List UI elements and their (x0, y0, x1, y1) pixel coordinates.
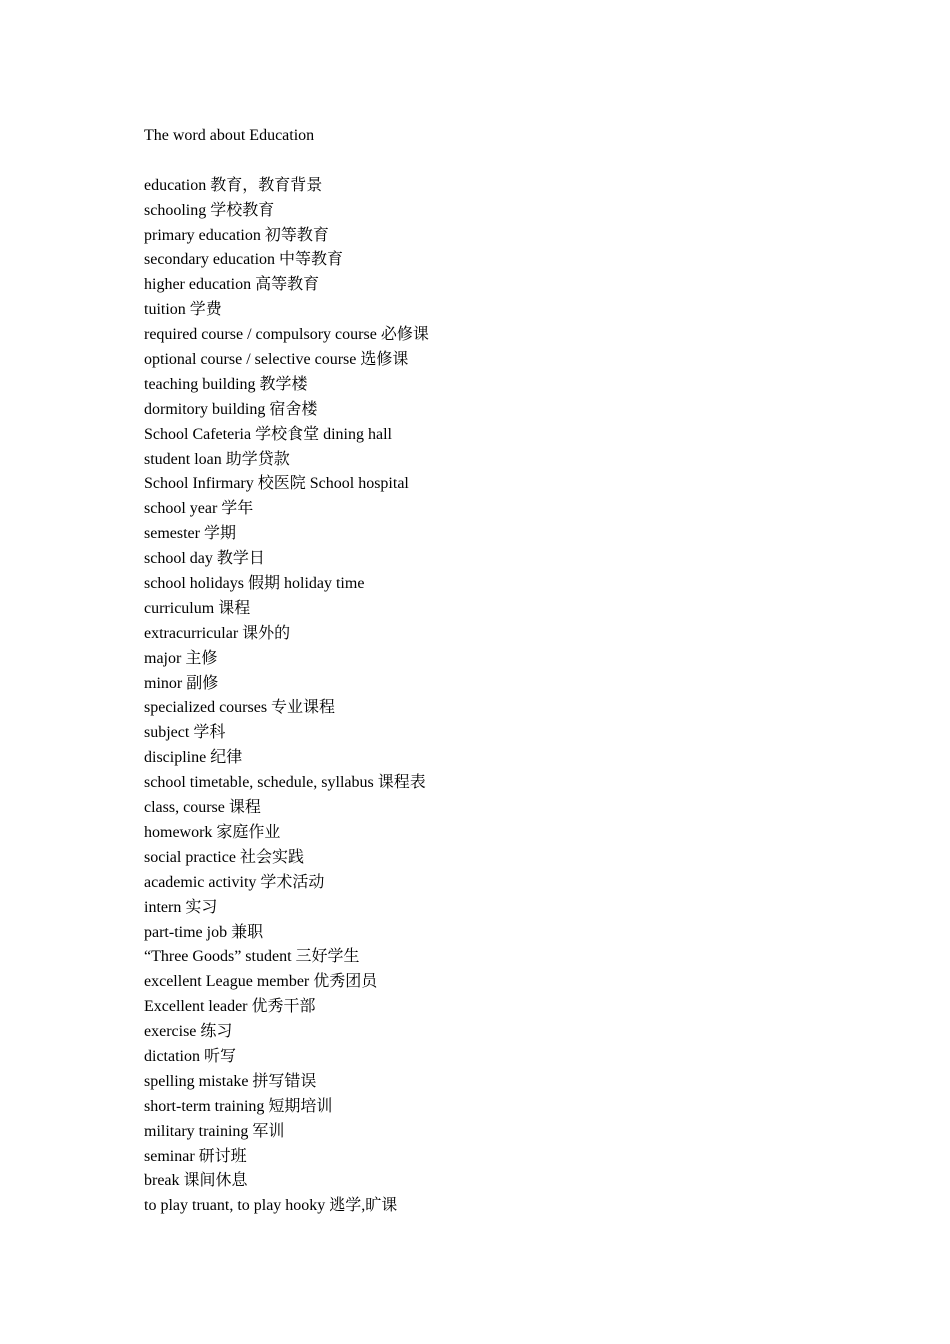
vocabulary-entry: exercise 练习 (144, 1023, 233, 1041)
vocabulary-entry: part-time job 兼职 (144, 923, 264, 941)
vocabulary-entry: school holidays 假期 holiday time (144, 575, 365, 593)
vocabulary-entry: military training 军训 (144, 1122, 285, 1140)
vocabulary-entry: semester 学期 (144, 525, 236, 543)
vocabulary-entry: student loan 助学贷款 (144, 450, 290, 468)
vocabulary-entry: seminar 研讨班 (144, 1147, 247, 1165)
vocabulary-entry: class, course 课程 (144, 799, 261, 817)
document-page (144, 124, 844, 1219)
vocabulary-entry: homework 家庭作业 (144, 823, 281, 841)
vocabulary-entry: primary education 初等教育 (144, 226, 329, 244)
vocabulary-entry: “Three Goods” student 三好学生 (144, 948, 360, 966)
document-title: The word about Education (144, 127, 315, 144)
vocabulary-entry: subject 学科 (144, 724, 226, 742)
vocabulary-entry: to play truant, to play hooky 逃学,旷课 (144, 1197, 398, 1215)
vocabulary-entry: school timetable, schedule, syllabus 课程表 (144, 774, 426, 792)
vocabulary-list (144, 174, 844, 1219)
vocabulary-entry: major 主修 (144, 649, 218, 667)
vocabulary-entry: optional course / selective course 选修课 (144, 351, 409, 369)
vocabulary-entry: spelling mistake 拼写错误 (144, 1072, 317, 1090)
vocabulary-entry: academic activity 学术活动 (144, 873, 325, 891)
vocabulary-entry: minor 副修 (144, 674, 219, 692)
vocabulary-entry: dictation 听写 (144, 1047, 236, 1065)
vocabulary-entry: school day 教学日 (144, 550, 265, 568)
vocabulary-entry: discipline 纪律 (144, 749, 243, 767)
vocabulary-entry: social practice 社会实践 (144, 848, 304, 866)
vocabulary-entry: School Cafeteria 学校食堂 dining hall (144, 425, 392, 443)
vocabulary-entry: school year 学年 (144, 500, 254, 518)
vocabulary-entry: required course / compulsory course 必修课 (144, 326, 429, 344)
vocabulary-entry: short-term training 短期培训 (144, 1097, 333, 1115)
vocabulary-entry: excellent League member 优秀团员 (144, 973, 378, 991)
vocabulary-entry: Excellent leader 优秀干部 (144, 998, 316, 1016)
vocabulary-entry: tuition 学费 (144, 301, 222, 319)
vocabulary-entry: intern 实习 (144, 898, 218, 916)
vocabulary-entry: teaching building 教学楼 (144, 375, 308, 393)
vocabulary-entry: break 课间休息 (144, 1172, 248, 1190)
vocabulary-entry: School Infirmary 校医院 School hospital (144, 475, 409, 493)
vocabulary-entry: curriculum 课程 (144, 599, 251, 617)
vocabulary-entry: schooling 学校教育 (144, 201, 275, 219)
vocabulary-entry: extracurricular 课外的 (144, 624, 291, 642)
vocabulary-entry: dormitory building 宿舍楼 (144, 400, 318, 418)
vocabulary-entry: specialized courses 专业课程 (144, 699, 336, 717)
vocabulary-entry: secondary education 中等教育 (144, 251, 344, 269)
vocabulary-entry: higher education 高等教育 (144, 276, 320, 294)
vocabulary-entry: education 教育，教育背景 (144, 176, 323, 194)
